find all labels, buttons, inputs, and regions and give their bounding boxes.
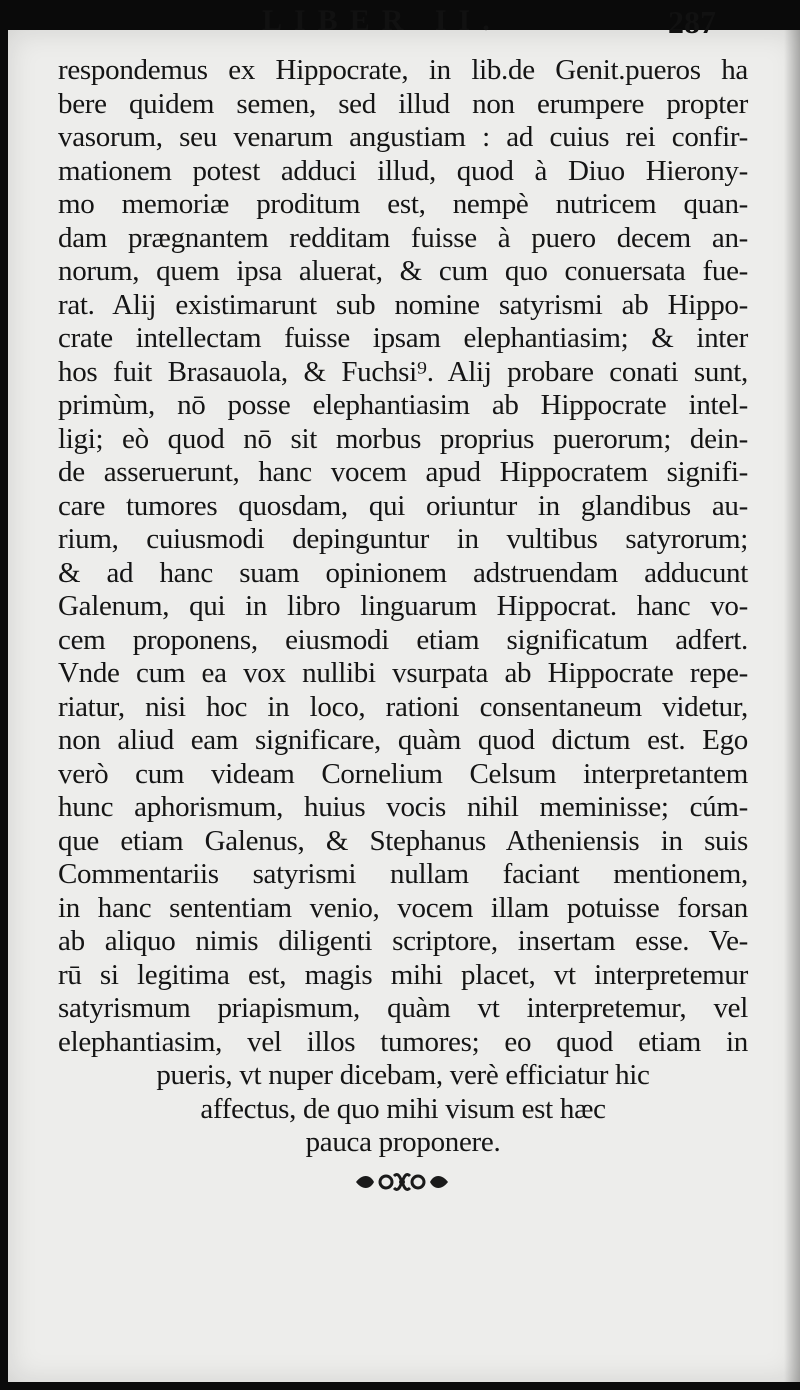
text-line: cem proponens, eiusmodi etiam significatum adfert. <box>58 623 748 656</box>
text-line: mo memoriæ proditum est, nempè nutricem quan- <box>58 188 748 220</box>
text-line: rū si legitima est, magis mihi placet, vt interpretemur <box>58 958 748 991</box>
text-line: hos fuit Brasauola, & Fuchsi⁹. Alij probare conati sunt, <box>58 355 748 388</box>
text-line: care tumores quosdam, qui oriuntur in glandibus au- <box>58 489 748 522</box>
text-line: Vnde cum ea vox nullibi vsurpata ab Hippocrate repe- <box>58 657 748 689</box>
text-line: primùm, nō posse elephantiasim ab Hippocrate intel- <box>58 389 748 421</box>
text-line: rat. Alij existimarunt sub nomine satyrismi ab Hippo- <box>58 288 748 321</box>
text-line: ab aliquo nimis diligenti scriptore, insertam esse. Ve- <box>58 925 748 957</box>
text-line: mationem potest adduci illud, quod à Diuo Hierony- <box>58 154 748 187</box>
text-line-centered: pueris, vt nuper dicebam, verè efficiatur hic <box>156 1059 650 1091</box>
text-line: Commentariis satyrismi nullam faciant mentionem, <box>58 858 748 890</box>
text-line: que etiam Galenus, & Stephanus Atheniensis in suis <box>58 824 748 857</box>
text-line: ligi; eò quod nō sit morbus proprius puerorum; dein- <box>58 422 748 455</box>
text-line-centered: pauca proponere. <box>305 1126 501 1158</box>
text-line: Galenum, qui in libro linguarum Hippocrat. hanc vo- <box>58 590 748 622</box>
page-number: 287 <box>668 4 716 40</box>
text-line: & ad hanc suam opinionem adstruendam adducunt <box>58 556 748 589</box>
fleuron-ornament-icon <box>352 1170 452 1194</box>
text-line: hunc aphorismum, huius vocis nihil meminisse; cúm- <box>58 791 748 823</box>
text-line: norum, quem ipsa aluerat, & cum quo conuersata fue- <box>58 255 748 287</box>
text-line: crate intellectam fuisse ipsam elephantiasim; & inter <box>58 322 748 354</box>
text-line: rium, cuiusmodi depinguntur in vultibus satyrorum; <box>58 523 748 555</box>
running-head: LIBER II. <box>262 4 502 37</box>
text-line: vasorum, seu venarum angustiam : ad cuius rei confir- <box>58 121 748 153</box>
text-line: de asseruerunt, hanc vocem apud Hippocratem signifi- <box>58 456 748 488</box>
text-line-centered: affectus, de quo mihi visum est hæc <box>200 1092 606 1125</box>
text-line: elephantiasim, vel illos tumores; eo quod etiam in <box>58 1025 748 1058</box>
page-header <box>0 4 800 44</box>
text-line: verò cum videam Cornelium Celsum interpretantem <box>58 757 748 790</box>
text-line: in hanc sententiam venio, vocem illam potuisse forsan <box>58 891 748 924</box>
text-line: bere quidem semen, sed illud non erumpere propter <box>58 87 748 120</box>
text-line: dam prægnantem redditam fuisse à puero decem an- <box>58 221 748 254</box>
body-text <box>58 54 748 1160</box>
text-line: riatur, nisi hoc in loco, rationi consentaneum videtur, <box>58 690 748 723</box>
text-line: non aliud eam significare, quàm quod dictum est. Ego <box>58 724 748 756</box>
text-line: respondemus ex Hippocrate, in lib.de Genit.pueros ha <box>58 54 748 86</box>
text-line: satyrismum priapismum, quàm vt interpretemur, vel <box>58 992 748 1024</box>
page-edge-shadow <box>784 30 800 1382</box>
